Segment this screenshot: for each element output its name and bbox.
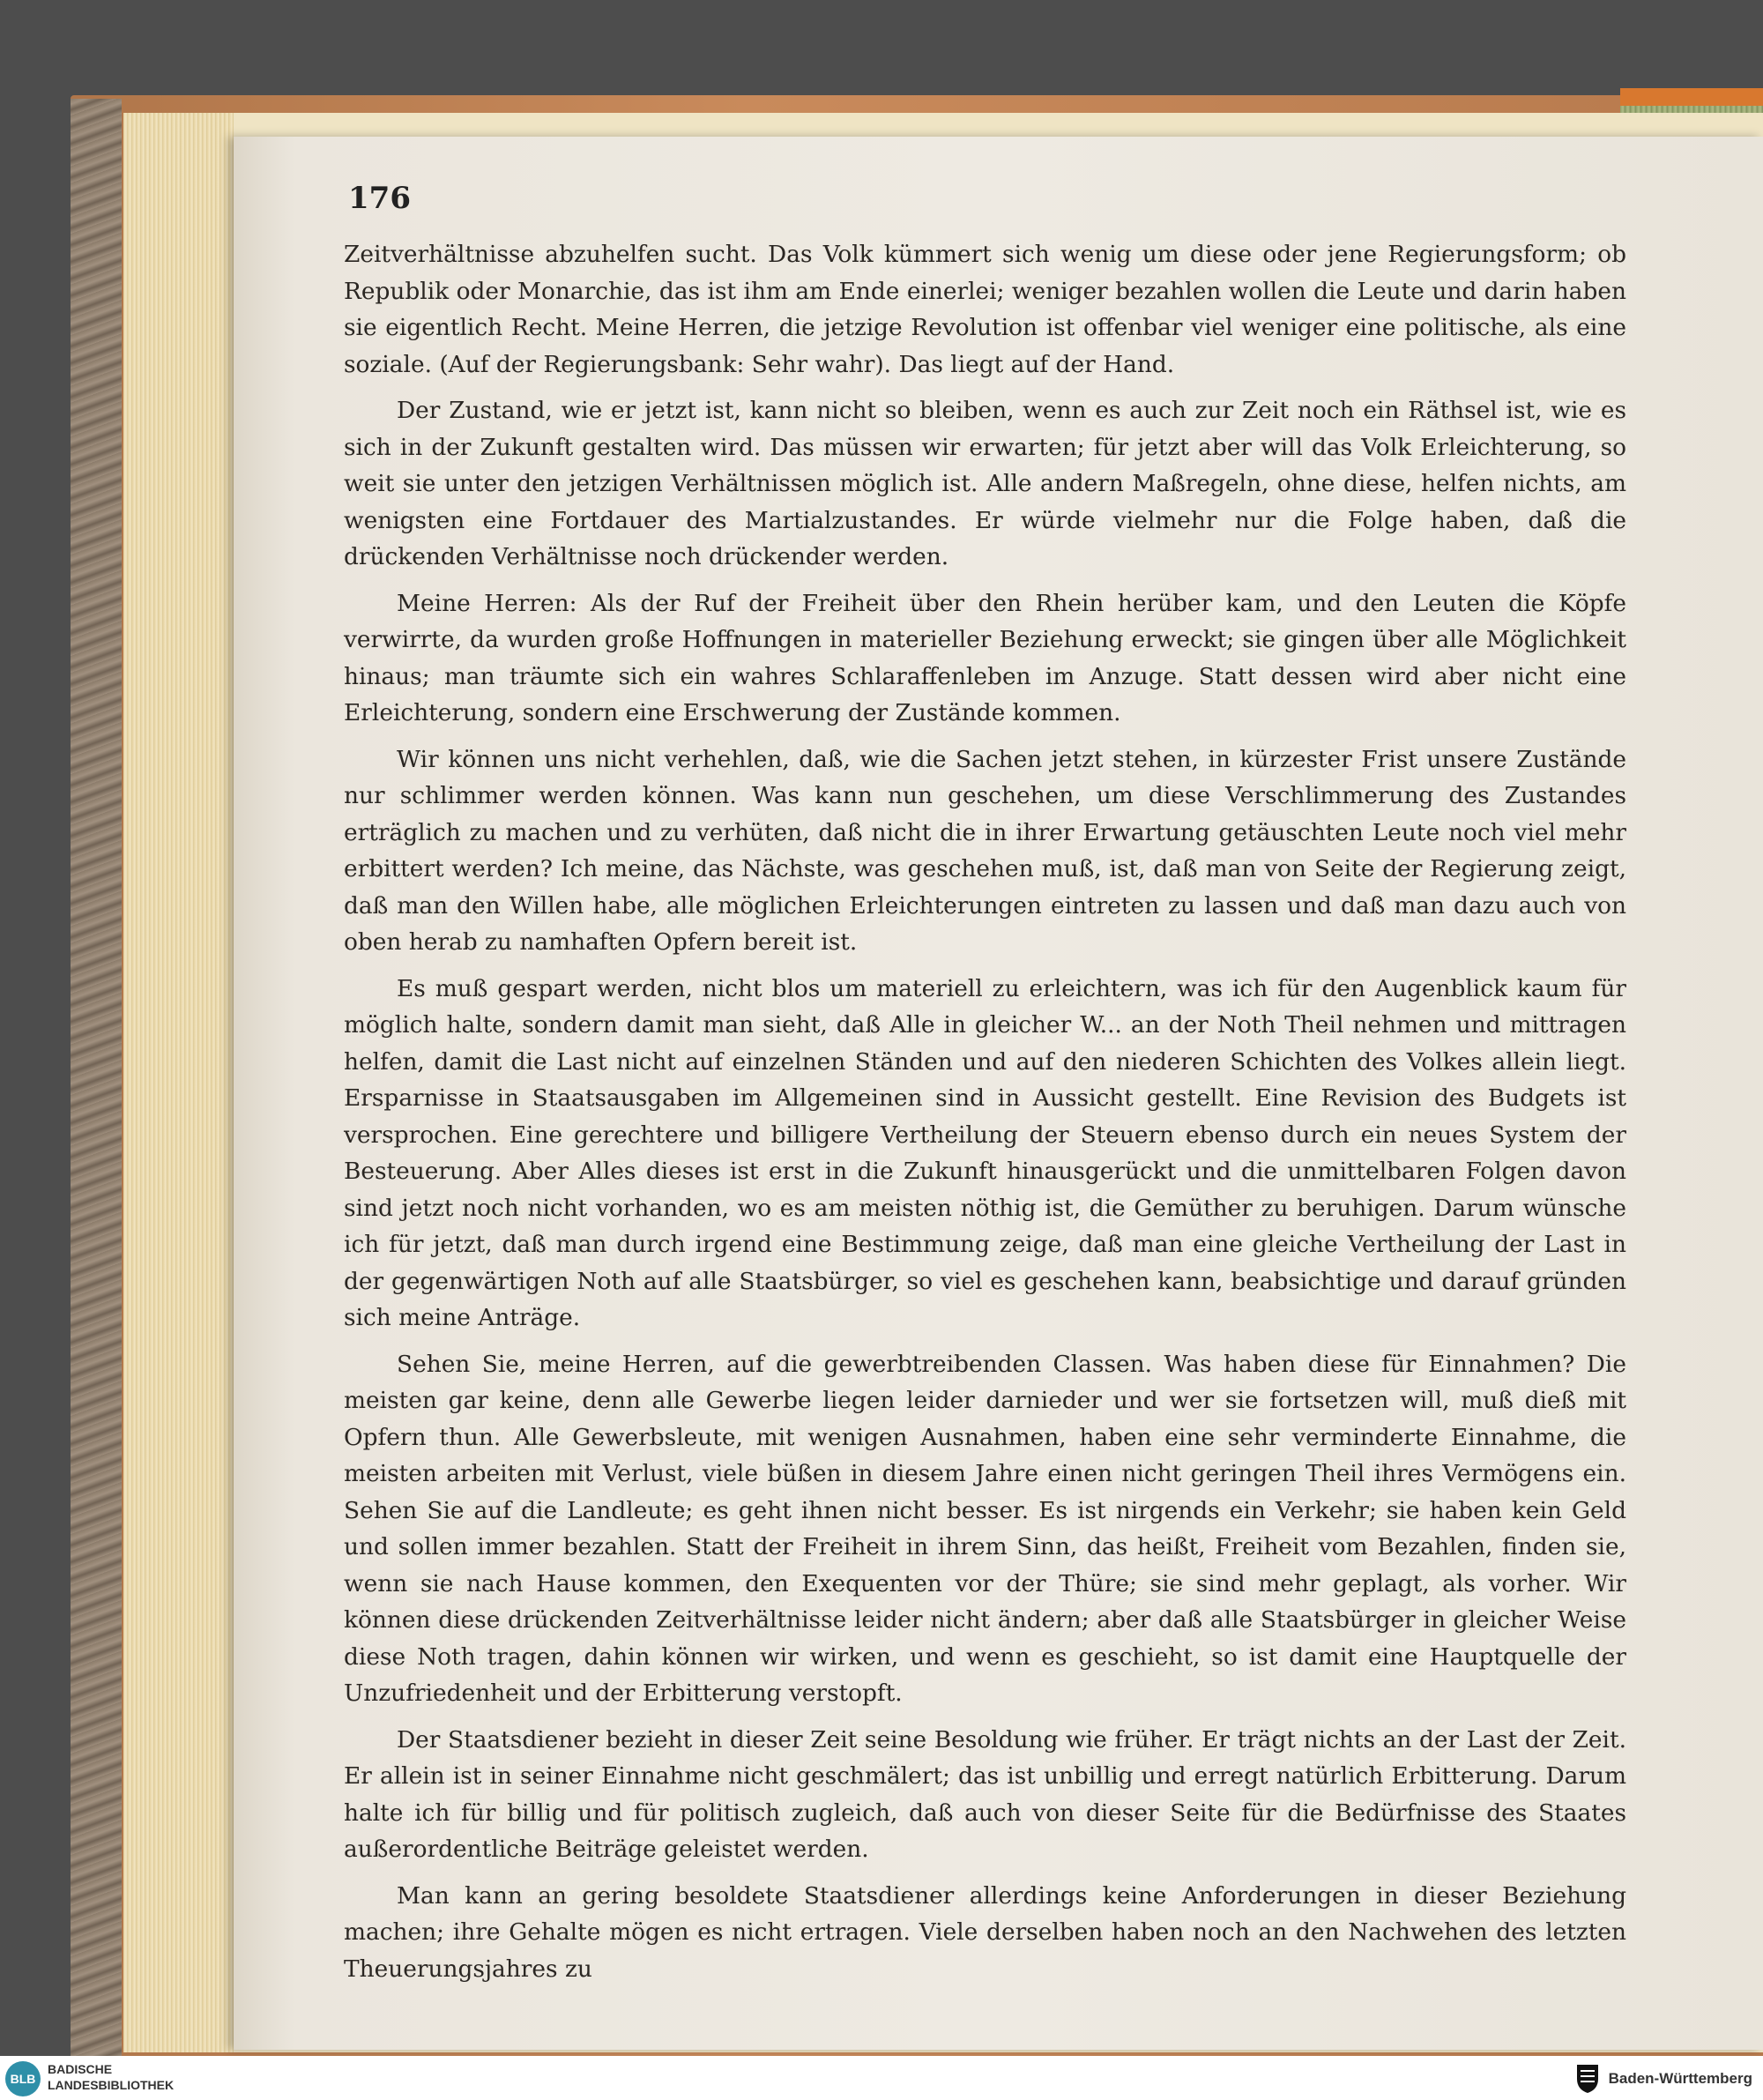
- library-name-line1: BADISCHE: [48, 2062, 113, 2076]
- paragraph-8: Man kann an gering besoldete Staatsdiener allerdings keine Anforderungen in dieser Beziehung machen; ihre Gehalte mögen es nicht ertragen. Viele derselben haben noch an den Nachwehen des letzten Theuerungsjahres zu: [344, 1881, 1626, 1983]
- paragraph-1: Zeitverhältnisse abzuhelfen sucht. Das Volk kümmert sich wenig um diese oder jene Regierungsform; ob Republik oder Monarchie, das ist ihm am Ende einerlei; weniger bezahlen wollen die Leute und darin haben sie eigentlich Recht. Meine Herren, die jetzige Revolution ist offenbar viel weniger eine politische, als eine soziale. (Auf der Regierungsbank: Sehr wahr). Das liegt auf der Hand.: [344, 241, 1626, 378]
- blb-logo-icon: BLB: [5, 2061, 41, 2096]
- paragraph-4: Wir können uns nicht verhehlen, daß, wie die Sachen jetzt stehen, in kürzester Frist unsere Zustände nur schlimmer werden können. Was kann nun geschehen, um diese Verschlimmerung des Zustandes erträglich zu machen und zu verhüten, daß nicht die in ihrer Erwartung getäuschten Leute noch viel mehr erbittert werden? Ich meine, das Nächste, was geschehen muß, ist, daß man von Seite der Regierung zeigt, daß man den Willen habe, alle möglichen Erleichterungen eintreten zu lassen und daß man dazu auch von oben herab zu namhaften Opfern bereit ist.: [344, 745, 1626, 956]
- paragraph-7: Der Staatsdiener bezieht in dieser Zeit seine Besoldung wie früher. Er trägt nichts an der Last der Zeit. Er allein ist in seiner Einnahme nicht geschmälert; das ist unbillig und erregt natürlich Erbitterung. Darum halte ich für billig und für politisch zugleich, daß auch von dieser Seite für die Bedürfnisse des Staates außerordentliche Beiträge geleistet werden.: [344, 1725, 1626, 1863]
- coat-of-arms-icon: [1574, 2063, 1601, 2095]
- paragraph-3: Meine Herren: Als der Ruf der Freiheit über den Rhein herüber kam, und den Leuten die Köpfe verwirrte, da wurden große Hoffnungen in materieller Beziehung erweckt; sie gingen über alle Möglichkeit hinaus; man träumte sich ein wahres Schlaraffenleben im Anzuge. Statt dessen wird aber nicht eine Erleichterung, sondern eine Erschwerung der Zustände kommen.: [344, 589, 1626, 726]
- footer-bar: [0, 2056, 1763, 2100]
- state-name: Baden-Württemberg: [1608, 2070, 1752, 2087]
- library-name-line2: LANDESBIBLIOTHEK: [48, 2078, 175, 2092]
- page-edges: [123, 113, 234, 2052]
- paragraph-6: Sehen Sie, meine Herren, auf die gewerbtreibenden Classen. Was haben diese für Einnahmen? Die meisten gar keine, denn alle Gewerbe liegen leider darnieder und wer sie fortsetzen will, muß dieß mit Opfern thun. Alle Gewerbsleute, mit wenigen Ausnahmen, haben eine sehr verminderte Einnahme, die meisten arbeiten mit Verlust, viele büßen in diesem Jahre einen nicht geringen Theil ihres Vermögens ein. Sehen Sie auf die Landleute; es geht ihnen nicht besser. Es ist nirgends ein Verkehr; sie haben kein Geld und sollen immer bezahlen. Statt der Freiheit in ihrem Sinn, das heißt, Freiheit vom Bezahlen, finden sie, wenn sie nach Hause kommen, den Exequenten vor der Thüre; sie sind mehr geplagt, als vorher. Wir können diese drückenden Zeitverhältnisse leider nicht ändern; aber daß alle Staatsbürger in gleicher Weise diese Noth tragen, dahin können wir wirken, und wenn es geschieht, so ist damit eine Hauptquelle der Unzufriedenheit und der Erbitterung verstopft.: [344, 1350, 1626, 1707]
- paragraph-5: Es muß gespart werden, nicht blos um materiell zu erleichtern, was ich für den Augenblick kaum für möglich halte, sondern damit man sieht, daß Alle in gleicher W... an der Noth Theil nehmen und mittragen helfen, damit die Last nicht auf einzelnen Ständen und auf den niederen Schichten des Volkes allein liegt. Ersparnisse in Staatsausgaben im Allgemeinen sind in Aussicht gestellt. Eine Revision des Budgets ist versprochen. Eine gerechtere und billigere Vertheilung der Steuern ebenso durch ein neues System der Besteuerung. Aber Alles dieses ist erst in die Zukunft hinausgerückt und die unmittelbaren Folgen davon sind jetzt noch nicht vorhanden, wo es am meisten nöthig ist, die Gemüther zu beruhigen. Darum wünsche ich für jetzt, daß man durch irgend eine Bestimmung zeige, daß man eine gleiche Vertheilung der Last in der gegenwärtigen Noth auf alle Staatsbürger, so viel es geschehen kann, beabsichtige und darauf gründen sich meine Anträge.: [344, 974, 1626, 1331]
- page-number: 176: [348, 181, 411, 216]
- paragraph-2: Der Zustand, wie er jetzt ist, kann nicht so bleiben, wenn es auch zur Zeit noch ein Räthsel ist, wie es sich in der Zukunft gestalten wird. Das müssen wir erwarten; für jetzt aber will das Volk Erleichterung, so weit sie unter den jetzigen Verhältnissen möglich ist. Alle andern Maßregeln, ohne diese, helfen nichts, am wenigsten eine Fortdauer des Martialzustandes. Er würde vielmehr nur die Folge haben, daß die drückenden Verhältnisse noch drückender werden.: [344, 397, 1626, 570]
- library-name: [48, 2061, 174, 2093]
- marbled-binding: [71, 99, 122, 2065]
- page-text: [344, 236, 1626, 1997]
